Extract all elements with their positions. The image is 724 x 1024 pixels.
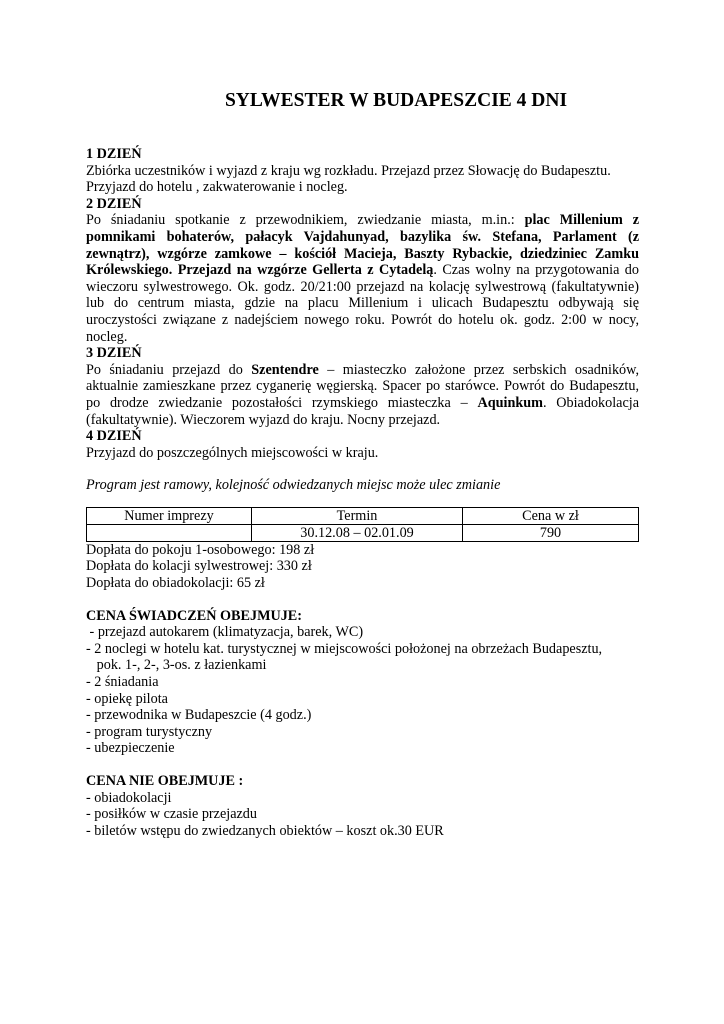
- day-1-section: [86, 146, 639, 196]
- surcharge-single-room: Dopłata do pokoju 1-osobowego: 198 zł: [86, 541, 315, 558]
- header-event-number: Numer imprezy: [87, 507, 252, 524]
- day-2-highlights: plac Millenium z pomnikami bohaterów, pałacyk Vajdahunyad, bazylika św. Stefana, Parlament (z zewnątrz), wzgórze zamkowe – kościół Macieja, Baszty Rybackie, dziedziniec Zamku Królewskiego. Przejazd na wzgórze Gellerta z Cytadelą: [86, 212, 639, 279]
- header-price: Cena w zł: [463, 507, 639, 524]
- price-table-row: [87, 524, 639, 541]
- includes-item: pok. 1-, 2-, 3-os. z łazienkami: [86, 657, 267, 674]
- day-1-heading: 1 DZIEŃ: [86, 146, 142, 162]
- day-1-line-2: Przyjazd do hotelu , zakwaterowanie i nocleg.: [86, 179, 348, 196]
- cell-price: 790: [463, 524, 639, 541]
- price-table-header-row: [87, 507, 639, 524]
- excludes-title: CENA NIE OBEJMUJE :: [86, 773, 244, 789]
- day-1-line-1: Zbiórka uczestników i wyjazd z kraju wg rozkładu. Przejazd przez Słowację do Budapesztu.: [86, 162, 611, 179]
- cell-term: 30.12.08 – 02.01.09: [252, 524, 463, 541]
- includes-item: - ubezpieczenie: [86, 740, 175, 757]
- day-3-paragraph: [86, 362, 639, 428]
- includes-item: - program turystyczny: [86, 723, 213, 740]
- price-table: [86, 507, 639, 542]
- excludes-item: - biletów wstępu do zwiedzanych obiektów – koszt ok.30 EUR: [86, 822, 444, 839]
- day-3-text-2: – miasteczko założone przez serbskich osadników, aktualnie zamieszkane przez cyganerię węgierską. Spacer po starówce. Powrót do Budapesztu, po drodze zwiedzanie pozostałości rzymskiego miasteczka –: [86, 361, 639, 411]
- header-term: Termin: [252, 507, 463, 524]
- excludes-item: - posiłków w czasie przejazdu: [86, 806, 257, 823]
- day-4-line-1: Przyjazd do poszczególnych miejscowości w kraju.: [86, 444, 379, 461]
- day-4-section: [86, 428, 639, 461]
- day-3-aquinkum: Aquinkum: [477, 394, 543, 411]
- includes-item: - przejazd autokarem (klimatyzacja, barek, WC): [86, 624, 364, 641]
- day-2-section: [86, 196, 639, 345]
- day-2-paragraph: [86, 212, 639, 345]
- cell-event-number: [87, 524, 252, 541]
- document-content: [86, 146, 639, 839]
- day-2-intro: Po śniadaniu spotkanie z przewodnikiem, zwiedzanie miasta, m.in.:: [86, 212, 525, 229]
- day-3-section: [86, 345, 639, 428]
- includes-item: - przewodnika w Budapeszcie (4 godz.): [86, 707, 312, 724]
- surcharges-list: [86, 542, 639, 592]
- includes-title: CENA ŚWIADCZEŃ OBEJMUJE:: [86, 607, 302, 624]
- document-title: SYLWESTER W BUDAPESZCIE 4 DNI: [224, 90, 568, 111]
- day-2-rest: . Czas wolny na przygotowania do wieczoru sylwestrowego. Ok. godz. 20/21:00 przejazd na kolację sylwestrową (fakultatywnie) lub do centrum miasta, gdzie na placu Millenium i ulicach Budapesztu odbywają się uroczystości związane z nadejściem nowego roku. Powrót do hotelu ok. godz. 2:00 w nocy, nocleg.: [86, 262, 639, 345]
- day-3-text-1: Po śniadaniu przejazd do: [86, 361, 252, 378]
- includes-list: [86, 624, 639, 757]
- day-3-text-3: . Obiadokolacja (fakultatywnie). Wieczorem wyjazd do kraju. Nocny przejazd.: [86, 394, 640, 428]
- includes-item: - opiekę pilota: [86, 690, 168, 707]
- surcharge-new-year-dinner: Dopłata do kolacji sylwestrowej: 330 zł: [86, 558, 312, 575]
- day-4-heading: 4 DZIEŃ: [86, 428, 142, 445]
- day-3-heading: 3 DZIEŃ: [86, 345, 142, 362]
- includes-item: - 2 noclegi w hotelu kat. turystycznej w miejscowości położonej na obrzeżach Budapesztu,: [86, 640, 603, 657]
- excludes-item: - obiadokolacji: [86, 789, 172, 806]
- surcharge-half-board: Dopłata do obiadokolacji: 65 zł: [86, 575, 265, 592]
- excludes-list: [86, 790, 639, 840]
- day-3-szentendre: Szentendre: [251, 361, 319, 378]
- program-note: Program jest ramowy, kolejność odwiedzanych miejsc może ulec zmianie: [86, 477, 501, 494]
- day-2-heading: 2 DZIEŃ: [86, 195, 142, 212]
- includes-item: - 2 śniadania: [86, 674, 159, 691]
